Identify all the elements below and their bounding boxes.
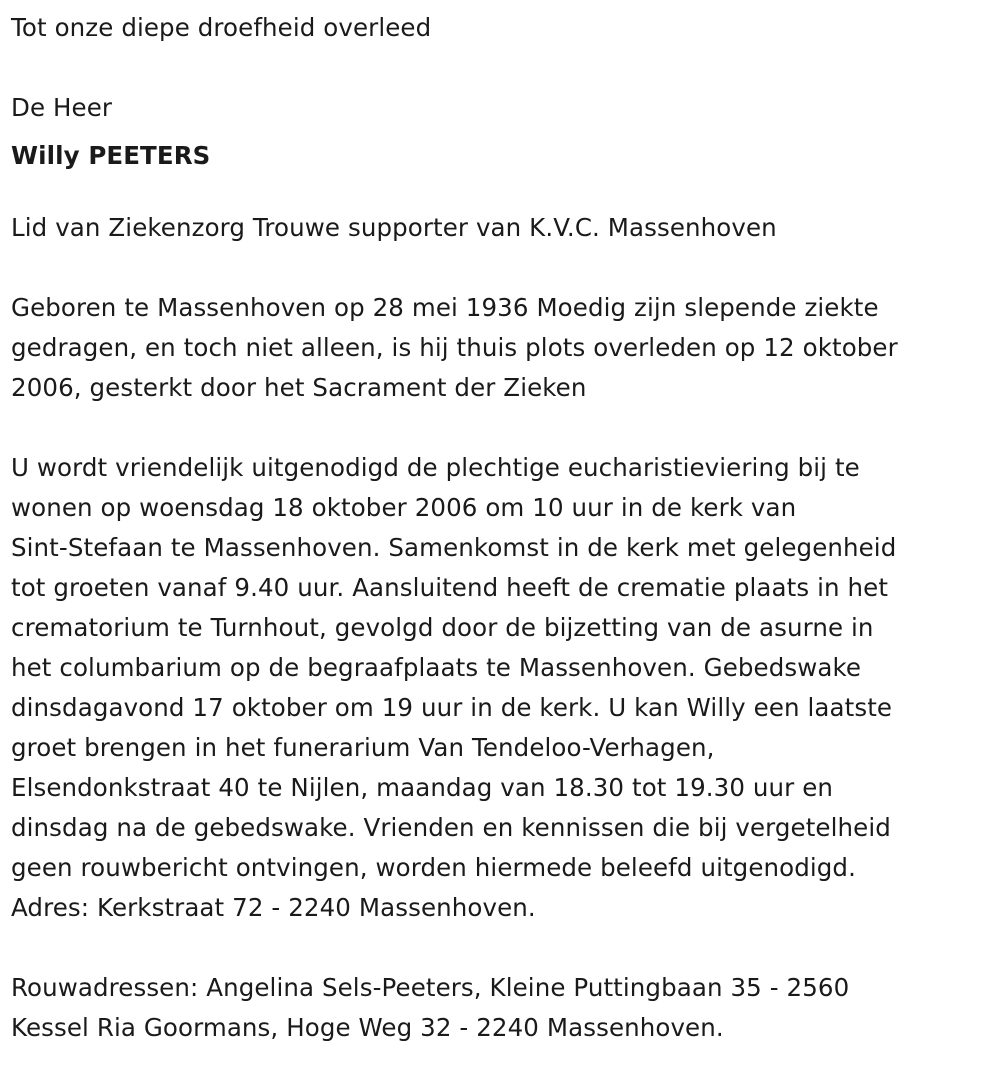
birth-line: gedragen, en toch niet alleen, is hij thuis plots overleden op 12 oktober <box>11 333 898 362</box>
birth-line: 2006, gesterkt door het Sacrament der Zieken <box>11 373 587 402</box>
spacer <box>11 48 988 88</box>
intro-line: Tot onze diepe droefheid overleed <box>11 13 432 42</box>
birth-paragraph <box>11 288 988 408</box>
ceremony-line: U wordt vriendelijk uitgenodigd de plechtige eucharistieviering bij te <box>11 453 860 482</box>
ceremony-paragraph <box>11 448 988 928</box>
ceremony-line: Adres: Kerkstraat 72 - 2240 Massenhoven. <box>11 893 536 922</box>
ceremony-line: het columbarium op de begraafplaats te Massenhoven. Gebedswake <box>11 653 862 682</box>
condolence-line: Rouwadressen: Angelina Sels-Peeters, Kleine Puttingbaan 35 - 2560 <box>11 973 850 1002</box>
ceremony-line: Sint-Stefaan te Massenhoven. Samenkomst in de kerk met gelegenheid <box>11 533 897 562</box>
deceased-name: Willy PEETERS <box>11 141 211 170</box>
spacer <box>11 408 988 448</box>
ceremony-line: tot groeten vanaf 9.40 uur. Aansluitend heeft de crematie plaats in het <box>11 573 889 602</box>
spacer <box>11 248 988 288</box>
salutation: De Heer <box>11 93 113 122</box>
ceremony-line: dinsdag na de gebedswake. Vrienden en kennissen die bij vergetelheid <box>11 813 891 842</box>
ceremony-line: wonen op woensdag 18 oktober 2006 om 10 uur in de kerk van <box>11 493 797 522</box>
condolence-paragraph <box>11 968 988 1048</box>
condolence-line: Kessel Ria Goormans, Hoge Weg 32 - 2240 Massenhoven. <box>11 1013 724 1042</box>
ceremony-line: geen rouwbericht ontvingen, worden hiermede beleefd uitgenodigd. <box>11 853 856 882</box>
membership-line: Lid van Ziekenzorg Trouwe supporter van K.V.C. Massenhoven <box>11 213 777 242</box>
ceremony-line: Elsendonkstraat 40 te Nijlen, maandag van 18.30 tot 19.30 uur en <box>11 773 834 802</box>
ceremony-line: crematorium te Turnhout, gevolgd door de bijzetting van de asurne in <box>11 613 874 642</box>
ceremony-line: groet brengen in het funerarium Van Tendeloo-Verhagen, <box>11 733 715 762</box>
spacer <box>11 928 988 968</box>
ceremony-line: dinsdagavond 17 oktober om 19 uur in de kerk. U kan Willy een laatste <box>11 693 893 722</box>
birth-line: Geboren te Massenhoven op 28 mei 1936 Moedig zijn slepende ziekte <box>11 293 879 322</box>
